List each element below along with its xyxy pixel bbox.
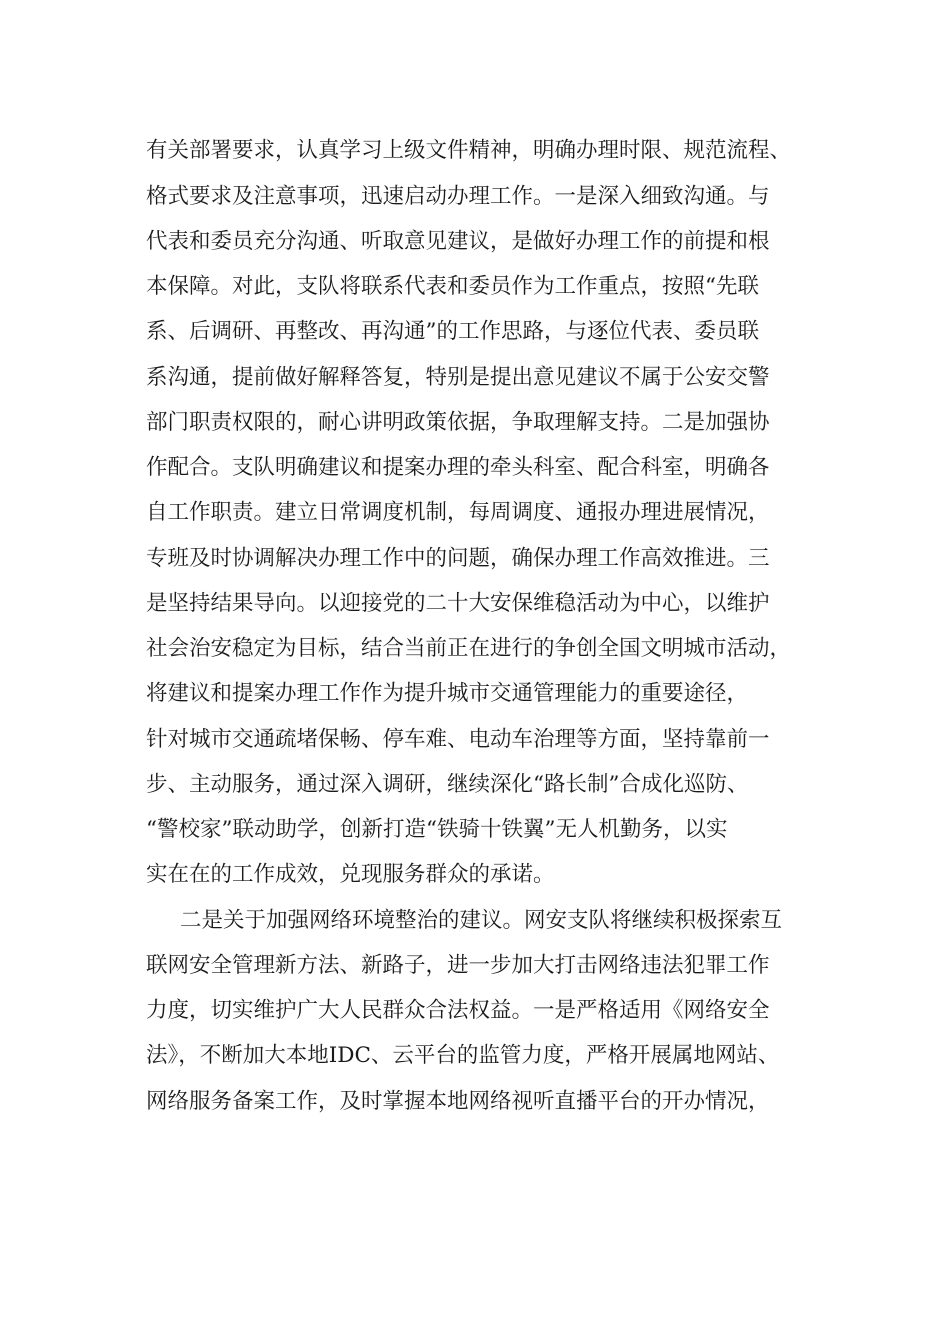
text-line: 格式要求及注意事项，迅速启动办理工作。一是深入细致沟通。与 (146, 184, 770, 209)
text-line: 部门职责权限的，耐心讲明政策依据，争取理解支持。二是加强协 (146, 410, 770, 435)
text-line: 网络服务备案工作，及时掌握本地网络视听直播平台的开办情况， (146, 1089, 770, 1114)
text-line: 代表和委员充分沟通、听取意见建议，是做好办理工作的前提和根 (146, 229, 770, 254)
text-line: 自工作职责。建立日常调度机制，每周调度、通报办理进展情况， (146, 500, 770, 525)
text-line: 社会治安稳定为目标，结合当前正在进行的争创全国文明城市活动， (146, 636, 792, 661)
text-line: 系、后调研、再整改、再沟通”的工作思路，与逐位代表、委员联 (146, 319, 759, 344)
paragraph-start-line: 二是关于加强网络环境整治的建议。网安支队将继续积极探索互 (180, 908, 783, 933)
text-line: 系沟通，提前做好解释答复，特别是提出意见建议不属于公安交警 (146, 365, 770, 390)
text-line: 法》，不断加大本地IDC、云平台的监管力度，严格开展属地网站、 (146, 1043, 780, 1068)
text-line: 作配合。支队明确建议和提案办理的牵头科室、配合科室，明确各 (146, 455, 770, 480)
text-line: 专班及时协调解决办理工作中的问题，确保办理工作高效推进。三 (146, 546, 770, 571)
text-line: 是坚持结果导向。以迎接党的二十大安保维稳活动为中心，以维护 (146, 591, 770, 616)
text-line: 步、主动服务，通过深入调研，继续深化“路长制”合成化巡防、 (146, 772, 749, 797)
text-line: 实在在的工作成效，兑现服务群众的承诺。 (146, 862, 555, 887)
text-line: 联网安全管理新方法、新路子，进一步加大打击网络违法犯罪工作 (146, 953, 770, 978)
text-line: “警校家”联动助学，创新打造“铁骑十铁翼”无人机勤务，以实 (146, 817, 728, 842)
text-line: 针对城市交通疏堵保畅、停车难、电动车治理等方面，坚持靠前一 (146, 727, 770, 752)
text-line: 力度，切实维护广大人民群众合法权益。一是严格适用《网络安全 (146, 998, 770, 1023)
text-line: 有关部署要求，认真学习上级文件精神，明确办理时限、规范流程、 (146, 138, 792, 163)
text-line: 本保障。对此，支队将联系代表和委员作为工作重点，按照“先联 (146, 274, 759, 299)
text-line: 将建议和提案办理工作作为提升城市交通管理能力的重要途径， (146, 681, 749, 706)
